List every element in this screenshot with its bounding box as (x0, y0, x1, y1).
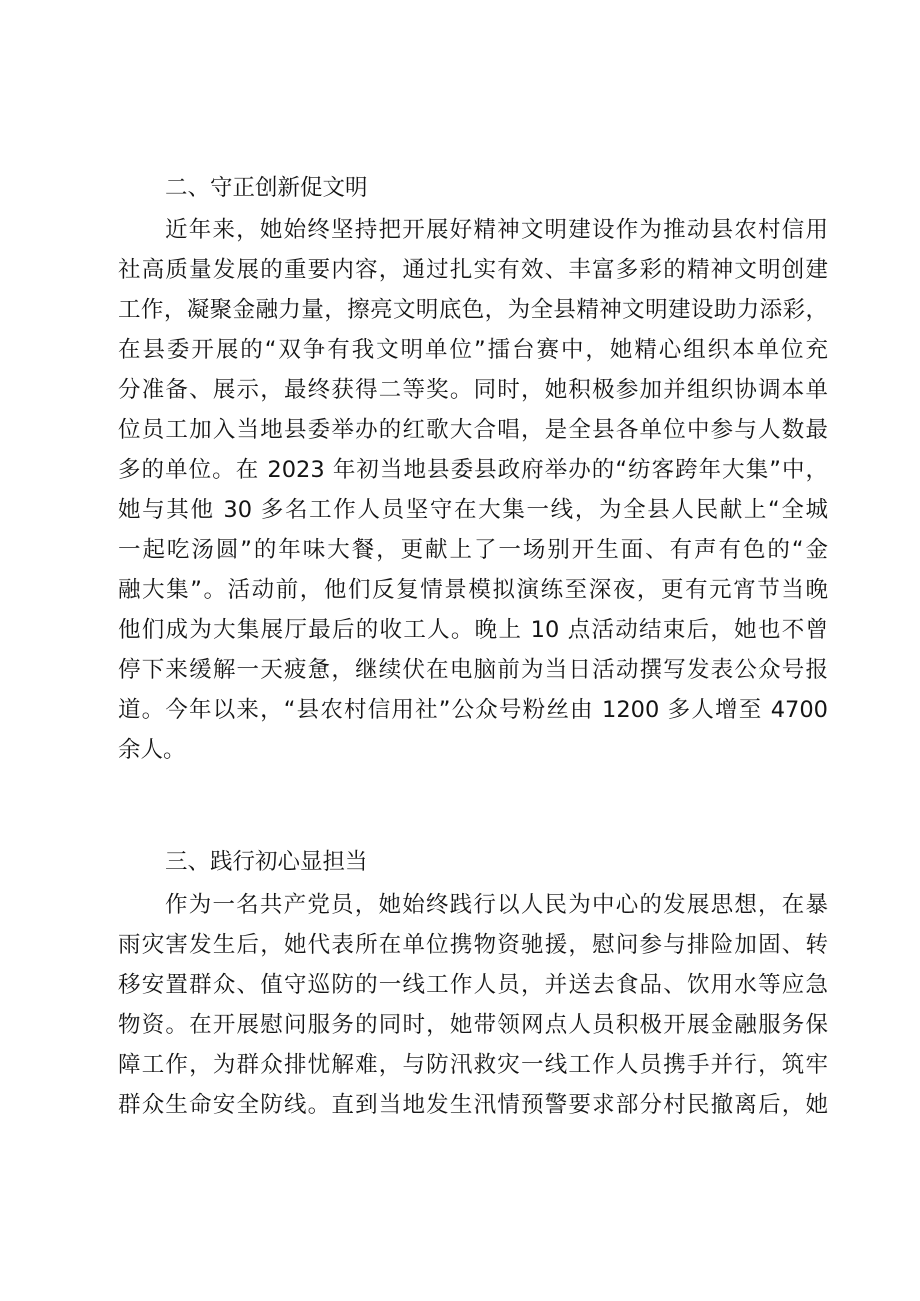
paragraph-line: 余人。 (118, 737, 186, 763)
paragraph-line: 作为一名共产党员，她始终践行以人民为中心的发展思想，在暴 (165, 892, 828, 918)
paragraph-line: 位员工加入当地县委举办的红歌大合唱，是全县各单位中参与人数最 (118, 417, 828, 443)
paragraph-line: 分准备、展示，最终获得二等奖。同时，她积极参加并组织协调本单 (118, 377, 828, 403)
paragraph-line: 融大集”。活动前，他们反复情景模拟演练至深夜，更有元宵节当晚 (118, 577, 828, 603)
paragraph-line: 她与其他 30 多名工作人员坚守在大集一线，为全县人民献上“全城 (118, 497, 828, 523)
section-paragraph (118, 210, 828, 770)
heading-text: 三、践行初心显担当 (165, 849, 368, 875)
paragraph-line: 多的单位。在 2023 年初当地县委县政府举办的“纺客跨年大集”中， (118, 457, 828, 483)
paragraph-line: 雨灾害发生后，她代表所在单位携物资驰援，慰问参与排险加固、转 (118, 932, 828, 958)
paragraph-line: 工作，凝聚金融力量，擦亮文明底色，为全县精神文明建设助力添彩， (118, 297, 828, 323)
paragraph-line: 停下来缓解一天疲惫，继续伏在电脑前为当日活动撰写发表公众号报 (118, 657, 828, 683)
paragraph-line: 他们成为大集展厅最后的收工人。晚上 10 点活动结束后，她也不曾 (118, 617, 828, 643)
section-heading (118, 842, 828, 882)
section-paragraph (118, 885, 828, 1125)
paragraph-line: 道。今年以来，“县农村信用社”公众号粉丝由 1200 多人增至 4700 (118, 697, 828, 723)
paragraph-line: 近年来，她始终坚持把开展好精神文明建设作为推动县农村信用 (165, 217, 828, 243)
section-heading (118, 168, 828, 208)
paragraph-line: 物资。在开展慰问服务的同时，她带领网点人员积极开展金融服务保 (118, 1012, 828, 1038)
paragraph-line: 一起吃汤圆”的年味大餐，更献上了一场别开生面、有声有色的“金 (118, 537, 828, 563)
paragraph-line: 在县委开展的“双争有我文明单位”擂台赛中，她精心组织本单位充 (118, 337, 828, 363)
paragraph-line: 障工作，为群众排忧解难，与防汛救灾一线工作人员携手并行，筑牢 (118, 1052, 828, 1078)
heading-text: 二、守正创新促文明 (165, 175, 368, 201)
paragraph-line: 群众生命安全防线。直到当地发生汛情预警要求部分村民撤离后，她 (118, 1092, 828, 1118)
paragraph-line: 移安置群众、值守巡防的一线工作人员，并送去食品、饮用水等应急 (118, 972, 828, 998)
paragraph-line: 社高质量发展的重要内容，通过扎实有效、丰富多彩的精神文明创建 (118, 257, 828, 283)
